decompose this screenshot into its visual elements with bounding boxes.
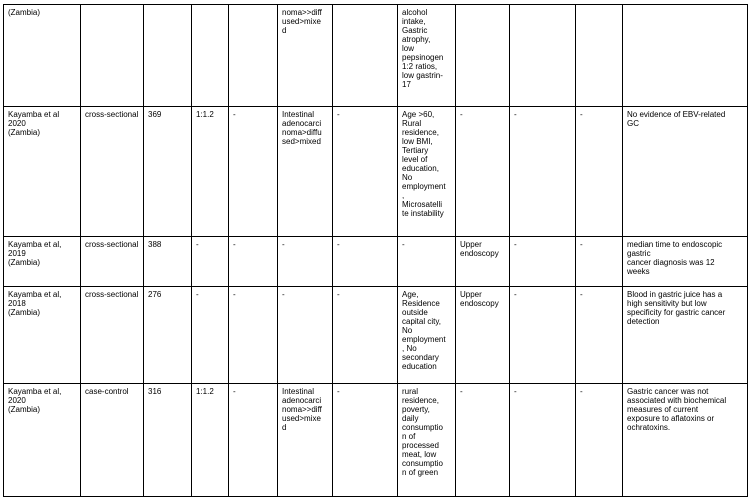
table-cell: -: [576, 237, 623, 287]
table-cell: -: [229, 107, 278, 237]
table-cell: alcohol intake, Gastric atrophy, low pepsinogen 1:2 ratios, low gastrin- 17: [398, 5, 456, 107]
table-cell: -: [278, 287, 333, 384]
table-cell: [333, 5, 398, 107]
table-cell: -: [510, 287, 576, 384]
table-cell: -: [278, 237, 333, 287]
table-cell: 316: [144, 384, 192, 497]
table-cell: [229, 5, 278, 107]
table-cell: [456, 5, 510, 107]
table-cell: -: [398, 237, 456, 287]
table-cell: Kayamba et al, 2018 (Zambia): [4, 287, 81, 384]
table-cell: -: [333, 237, 398, 287]
table-cell: Intestinal adenocarci noma>diffu sed>mixed: [278, 107, 333, 237]
table-cell: 276: [144, 287, 192, 384]
table-cell: -: [576, 287, 623, 384]
table-cell: Upper endoscopy: [456, 237, 510, 287]
table-cell: Kayamba et al 2020 (Zambia): [4, 107, 81, 237]
table-cell: -: [192, 287, 229, 384]
table-cell: [144, 5, 192, 107]
table-cell: Kayamba et al, 2019 (Zambia): [4, 237, 81, 287]
table-cell: Gastric cancer was not associated with biochemical measures of current exposure to aflatoxins or ochratoxins.: [623, 384, 748, 497]
table-cell: -: [510, 107, 576, 237]
table-cell: [81, 5, 144, 107]
table-cell: rural residence, poverty, daily consumptio n of processed meat, low consumptio n of green: [398, 384, 456, 497]
table-cell: 1:1.2: [192, 384, 229, 497]
table-cell: [510, 5, 576, 107]
table-cell: -: [333, 287, 398, 384]
table-cell: -: [192, 237, 229, 287]
table-cell: cross-sectional: [81, 107, 144, 237]
table-row: [4, 237, 748, 287]
table-row: [4, 107, 748, 237]
table-cell: median time to endoscopic gastric cancer diagnosis was 12 weeks: [623, 237, 748, 287]
table-cell: -: [456, 384, 510, 497]
table-cell: cross-sectional: [81, 287, 144, 384]
table-cell: Upper endoscopy: [456, 287, 510, 384]
table-cell: Kayamba et al, 2020 (Zambia): [4, 384, 81, 497]
table-row: [4, 384, 748, 497]
table-cell: noma>>diff used>mixe d: [278, 5, 333, 107]
table-cell: No evidence of EBV-related GC: [623, 107, 748, 237]
table-cell: -: [229, 287, 278, 384]
table-cell: (Zambia): [4, 5, 81, 107]
table-cell: 388: [144, 237, 192, 287]
table-cell: cross-sectional: [81, 237, 144, 287]
table-cell: -: [510, 384, 576, 497]
table-cell: Age, Residence outside capital city, No employment , No secondary education: [398, 287, 456, 384]
table-cell: [576, 5, 623, 107]
table-cell: -: [333, 107, 398, 237]
study-table: [3, 4, 748, 497]
table-cell: -: [576, 107, 623, 237]
table-row: [4, 287, 748, 384]
table-cell: Age >60, Rural residence, low BMI, Tertiary level of education, No employment , Microsatelli te instability: [398, 107, 456, 237]
table-cell: 369: [144, 107, 192, 237]
table-cell: Intestinal adenocarci noma>>diff used>mixe d: [278, 384, 333, 497]
table-cell: 1:1.2: [192, 107, 229, 237]
table-cell: case-control: [81, 384, 144, 497]
table-cell: [623, 5, 748, 107]
table-cell: -: [576, 384, 623, 497]
table-row: [4, 5, 748, 107]
table-cell: -: [333, 384, 398, 497]
table-cell: -: [510, 237, 576, 287]
table-cell: Blood in gastric juice has a high sensitivity but low specificity for gastric cancer detection: [623, 287, 748, 384]
table-cell: -: [456, 107, 510, 237]
table-cell: [192, 5, 229, 107]
table-cell: -: [229, 237, 278, 287]
table-cell: -: [229, 384, 278, 497]
